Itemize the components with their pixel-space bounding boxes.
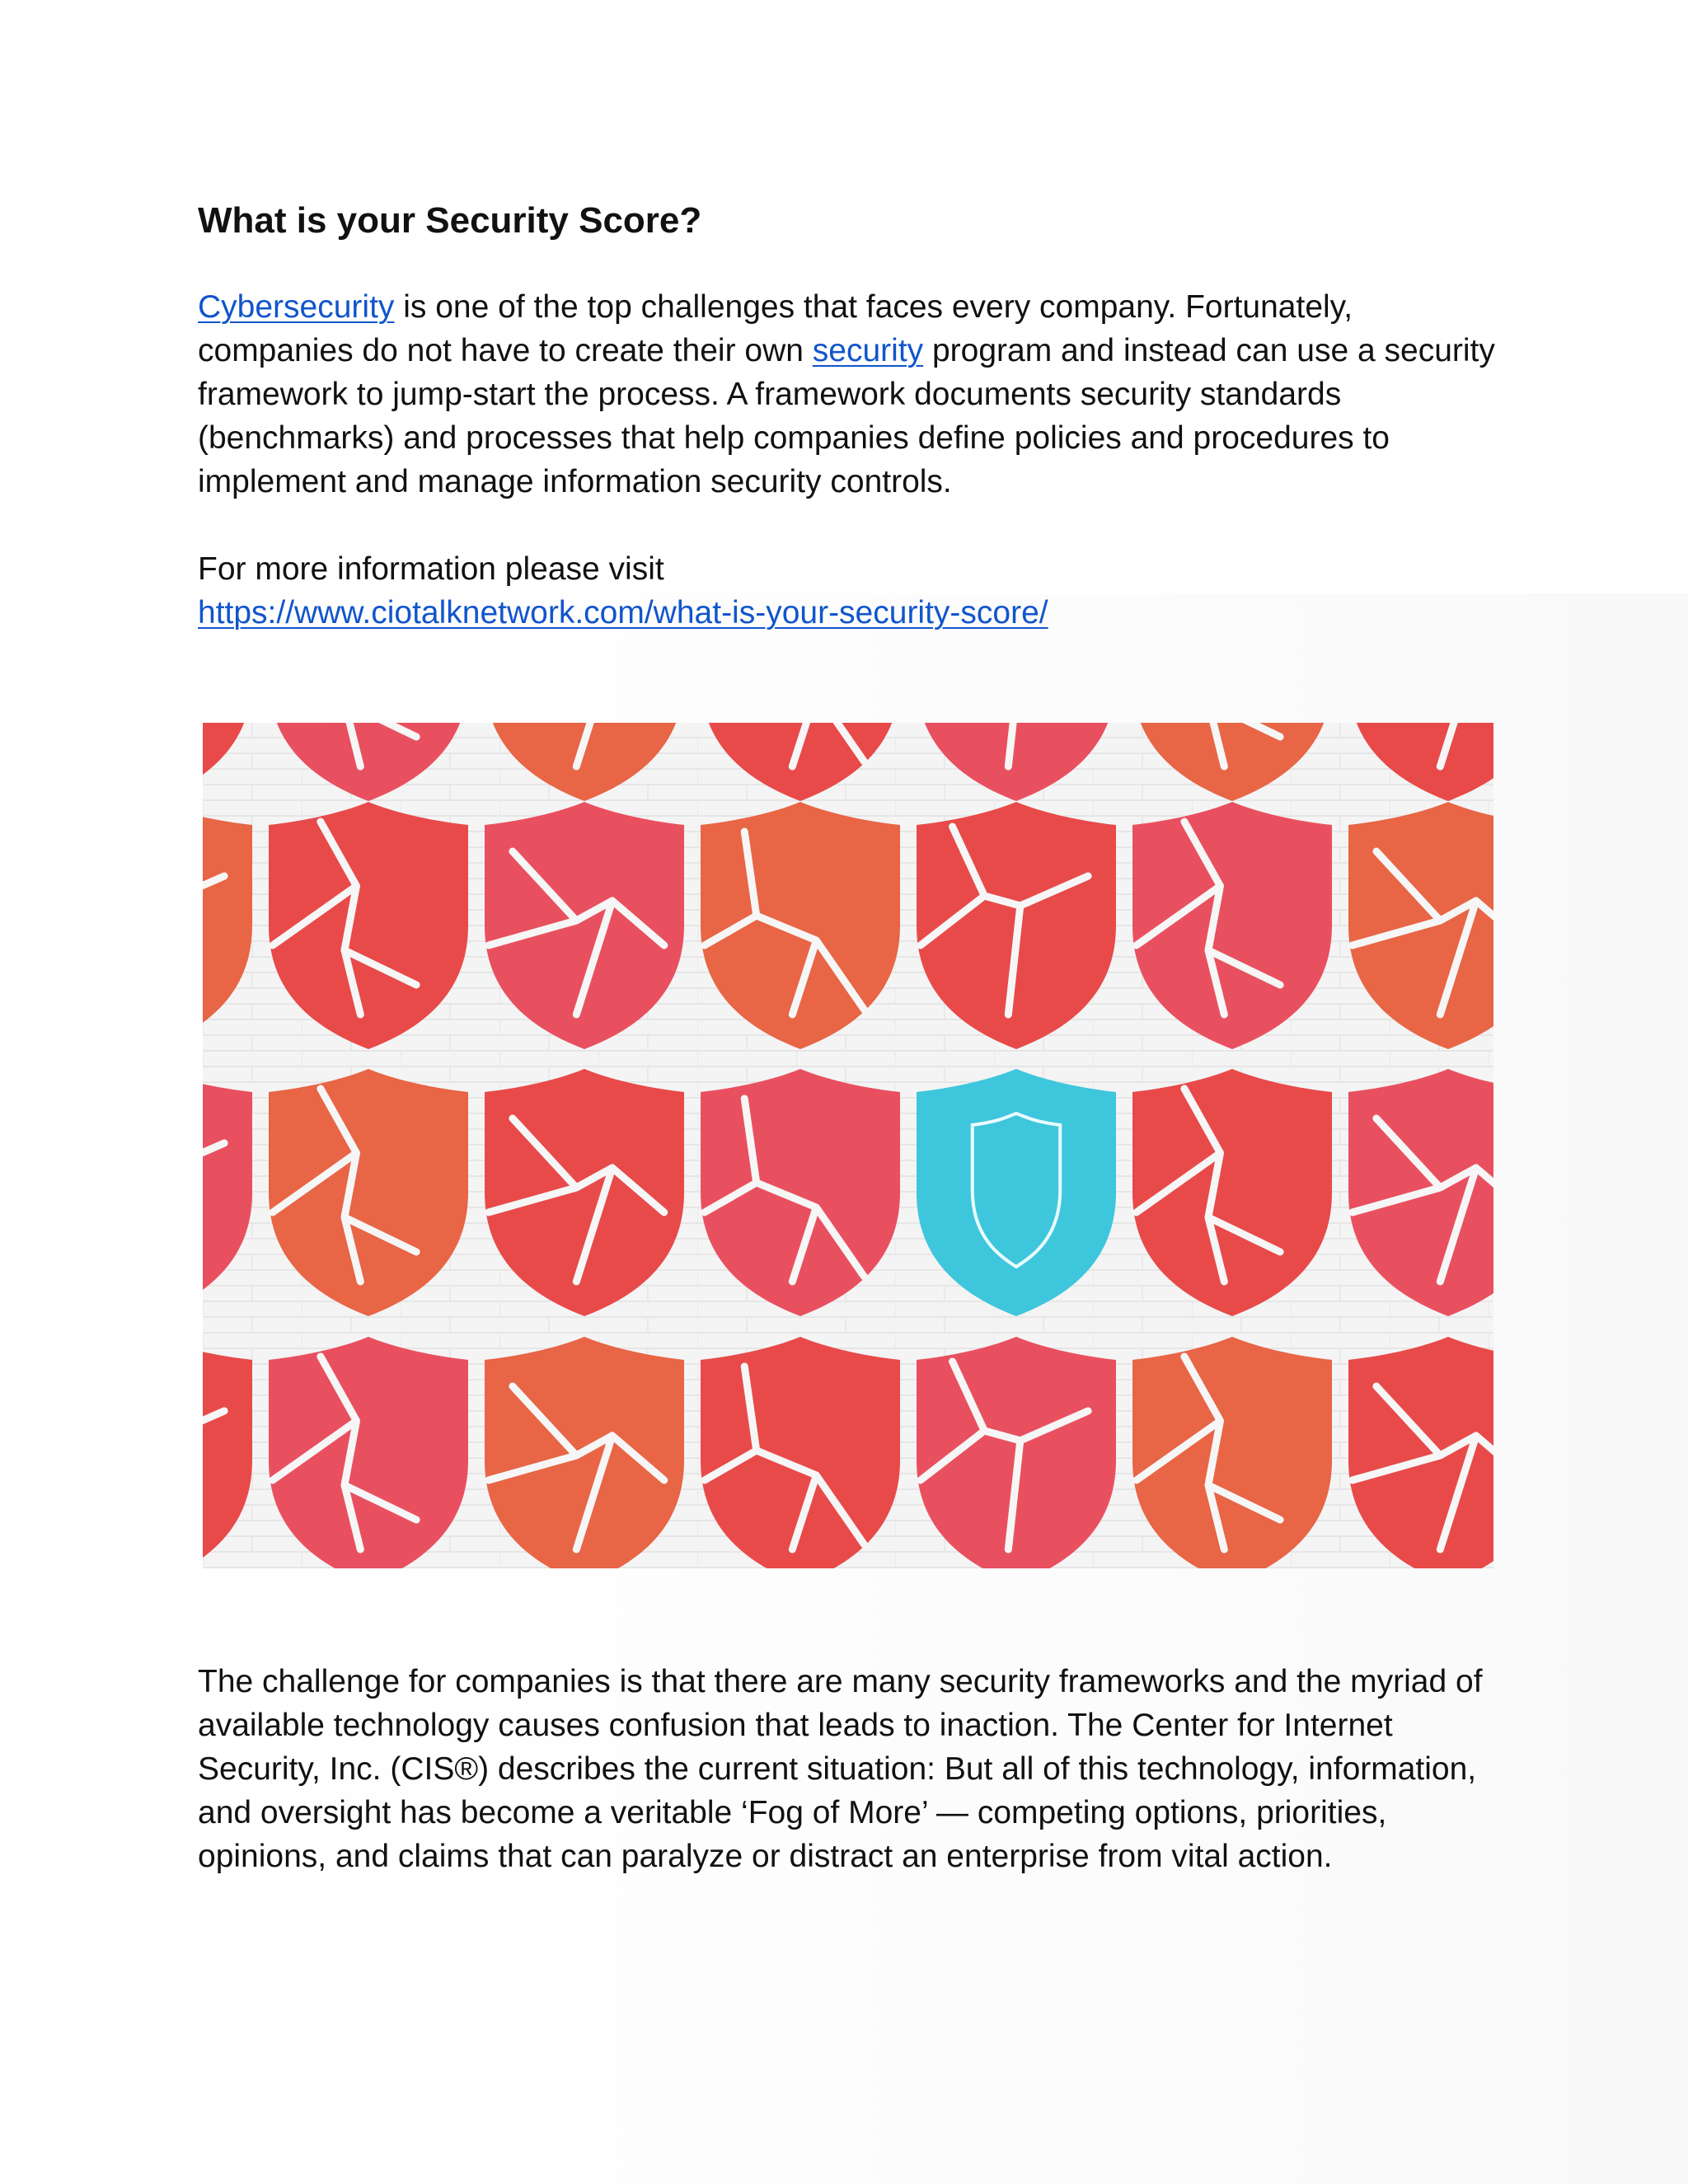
cracked-shield-icon bbox=[269, 1337, 468, 1568]
shield-pattern-svg bbox=[203, 723, 1493, 1568]
intro-text-2: program and instead can use a security framework to jump-start the process. A framework documents security standards (benchmarks) and processes that help companies define policies and procedures to implement and manage information security controls. bbox=[198, 333, 1495, 499]
security-link[interactable]: security bbox=[812, 333, 924, 368]
page-title: What is your Security Score? bbox=[198, 200, 702, 241]
cybersecurity-link[interactable]: Cybersecurity bbox=[198, 289, 395, 325]
article bbox=[198, 194, 1500, 635]
article-url-link[interactable]: https://www.ciotalknetwork.com/what-is-your-security-score/ bbox=[198, 595, 1048, 630]
challenge-paragraph: The challenge for companies is that there are many security frameworks and the myriad of available technology causes confusion that leads to inaction. The Center for Internet Security, Inc. (CIS®) describes the current situation: But all of this technology, information, and oversight has become a veritable ‘Fog of More’ — competing options, priorities, opinions, and claims that can paralyze or distract an enterprise from vital action. bbox=[198, 1664, 1483, 1874]
cracked-shield-icon bbox=[701, 1337, 900, 1568]
cracked-shield-icon bbox=[485, 1337, 684, 1568]
shield-pattern-image bbox=[203, 723, 1493, 1568]
intro-paragraph bbox=[198, 285, 1500, 504]
more-info-paragraph bbox=[198, 547, 1500, 635]
more-info-label: For more information please visit bbox=[198, 551, 664, 587]
cracked-shield-icon bbox=[917, 1337, 1116, 1568]
cracked-shield-icon bbox=[1132, 1337, 1332, 1568]
intro-text-1: is one of the top challenges that faces every company. Fortunately, companies do not have to create their own bbox=[198, 289, 1353, 368]
